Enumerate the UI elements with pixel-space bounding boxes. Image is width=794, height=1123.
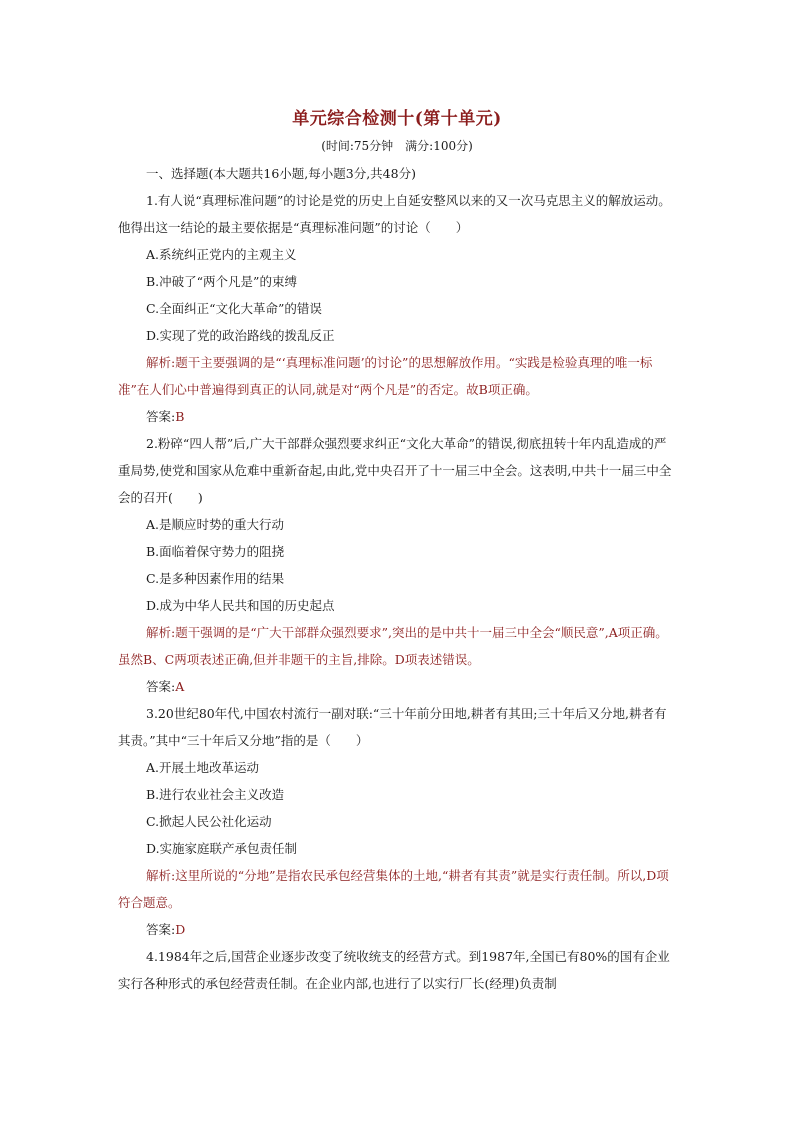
answer-line <box>118 916 676 943</box>
question-2 <box>118 430 676 700</box>
question-3 <box>118 700 676 943</box>
option-a: A.是顺应时势的重大行动 <box>146 517 285 532</box>
question-1 <box>118 187 676 430</box>
question-stem: 1.有人说“真理标准问题”的讨论是党的历史上自延安整风以来的又一次马克思主义的解放运动。他得出这一结论的最主要依据是“真理标准问题”的讨论（ ） <box>118 193 671 235</box>
answer-value: A <box>175 679 185 694</box>
answer-label: 答案: <box>146 922 176 937</box>
analysis-text: 解析:题干强调的是“广大干部群众强烈要求”,突出的是中共十一届三中全会“顺民意”,A项正确。虽然B、C两项表述正确,但并非题干的主旨,排除。D项表述错误。 <box>118 625 668 667</box>
option-a: A.开展土地改革运动 <box>146 760 260 775</box>
answer-label: 答案: <box>146 409 176 424</box>
option-d: D.实现了党的政治路线的拨乱反正 <box>146 328 335 343</box>
section-heading: 一、选择题(本大题共16小题,每小题3分,共48分) <box>146 166 416 181</box>
document-title: 单元综合检测十(第十单元) <box>292 109 502 129</box>
answer-line <box>118 403 676 430</box>
option-a: A.系统纠正党内的主观主义 <box>146 247 297 262</box>
analysis-text: 解析:这里所说的“分地”是指农民承包经营集体的土地,“耕者有其责”就是实行责任制。所以,D项符合题意。 <box>118 868 669 910</box>
document-subtitle: (时间:75分钟 满分:100分) <box>321 139 473 153</box>
question-stem: 3.20世纪80年代,中国农村流行一副对联:“三十年前分田地,耕者有其田;三十年后又分地,耕者有其责。”其中“三十年后又分地”指的是（ ） <box>118 706 667 748</box>
question-4 <box>118 943 676 997</box>
answer-label: 答案: <box>146 679 176 694</box>
question-stem: 4.1984年之后,国营企业逐步改变了统收统支的经营方式。到1987年,全国已有80%的国有企业实行各种形式的承包经营责任制。在企业内部,也进行了以实行厂长(经理)负责制 <box>118 949 670 991</box>
answer-value: D <box>175 922 186 937</box>
option-d: D.实施家庭联产承包责任制 <box>146 841 298 856</box>
option-c: C.是多种因素作用的结果 <box>146 571 285 586</box>
option-b: B.面临着保守势力的阻挠 <box>146 544 285 559</box>
option-b: B.进行农业社会主义改造 <box>146 787 285 802</box>
option-c: C.掀起人民公社化运动 <box>146 814 272 829</box>
option-b: B.冲破了“两个凡是”的束缚 <box>146 274 297 289</box>
option-d: D.成为中华人民共和国的历史起点 <box>146 598 335 613</box>
answer-value: B <box>175 409 185 424</box>
answer-line <box>118 673 676 700</box>
option-c: C.全面纠正“文化大革命”的错误 <box>146 301 322 316</box>
question-stem: 2.粉碎“四人帮”后,广大干部群众强烈要求纠正“文化大革命”的错误,彻底扭转十年内乱造成的严重局势,使党和国家从危难中重新奋起,由此,党中央召开了十一届三中全会。这表明,中共十一届三中全会的召开( ) <box>118 436 672 505</box>
analysis-text: 解析:题干主要强调的是“‘真理标准问题’的讨论”的思想解放作用。“实践是检验真理的唯一标准”在人们心中普遍得到真正的认同,就是对“两个凡是”的否定。故B项正确。 <box>118 355 653 397</box>
